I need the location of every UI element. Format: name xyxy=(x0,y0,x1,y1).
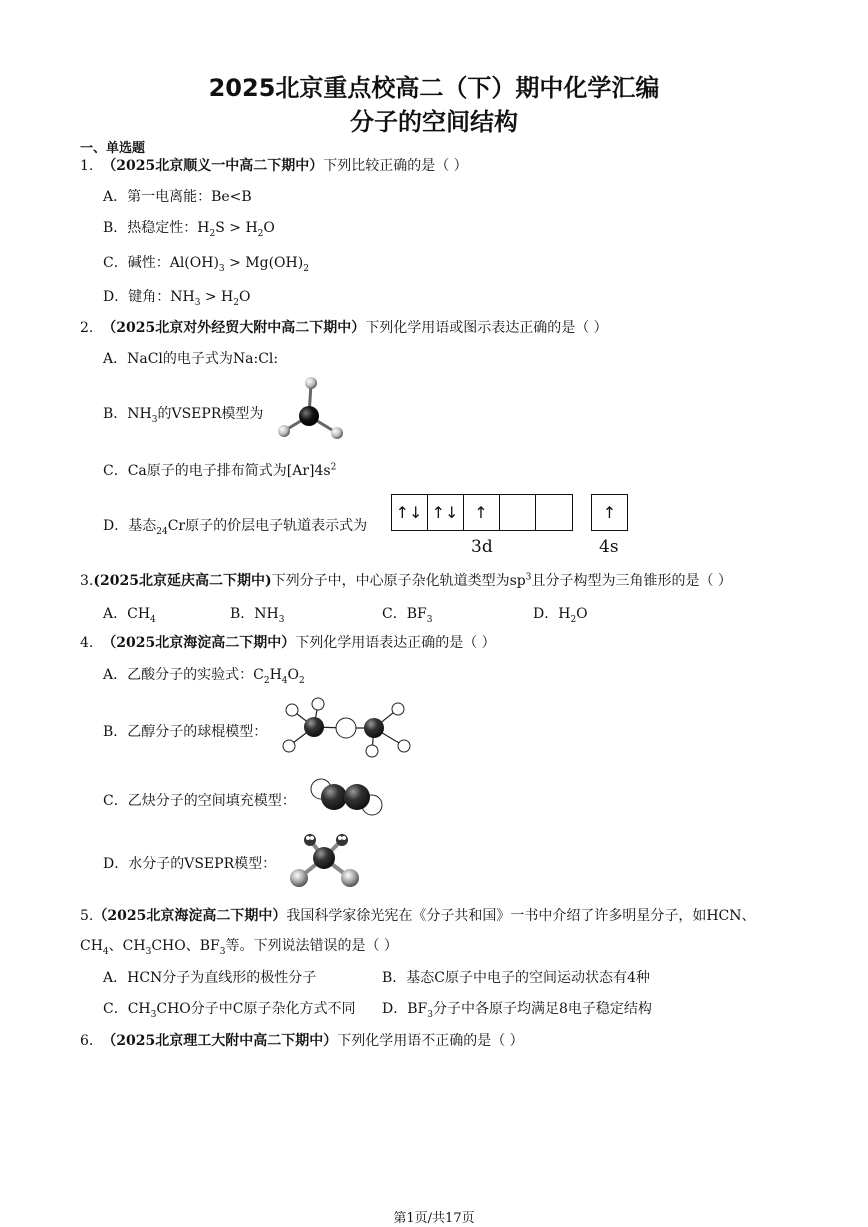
orbital-label-3d: 3d xyxy=(471,537,493,557)
question-5-line-2: $CH_4$、$CH_3CHO$、$BF_3$等。下列说法错误的是（ ） xyxy=(80,938,398,957)
orbital-3d-1: ↑↓ xyxy=(391,494,428,531)
orbital-3d-5 xyxy=(535,494,572,531)
doc-title: 2025北京重点校高二（下）期中化学汇编 xyxy=(208,74,660,102)
orbital-3d-4 xyxy=(499,494,536,531)
q2-option-d: D．基态$_{24}$Cr原子的价层电子轨道表示式为 xyxy=(103,518,368,537)
q4-option-c: C．乙炔分子的空间填充模型： xyxy=(103,793,296,809)
q1-option-b: B．热稳定性：$H_2S > H_2O$ xyxy=(103,220,275,239)
q-stem: 下列比较正确的是（ ） xyxy=(323,158,468,174)
section-heading: 一、单选题 xyxy=(80,141,146,156)
orbital-3d-2: ↑↓ xyxy=(427,494,464,531)
q2-option-c: C．Ca原子的电子排布简式为$[Ar]4s^2$ xyxy=(103,462,337,479)
q5-option-b: B．基态C原子中电子的空间运动状态有4种 xyxy=(382,970,650,986)
q3-option-c: C．$BF_3$ xyxy=(382,606,433,625)
orbital-3d-3: ↑ xyxy=(463,494,500,531)
q2-option-b: B．$NH_3$的VSEPR模型为 xyxy=(103,406,264,425)
q5-option-a: A．HCN分子为直线形的极性分子 xyxy=(103,970,317,986)
acetylene-space-filling-model-image xyxy=(306,774,388,822)
question-6: 6. （2025北京理工大附中高二下期中）下列化学用语不正确的是（ ） xyxy=(80,1033,524,1049)
q1-option-a: A．第一电离能：Be<B xyxy=(103,189,252,205)
question-4: 4. （2025北京海淀高二下期中）下列化学用语表达正确的是（ ） xyxy=(80,635,496,651)
question-3: 3.(2025北京延庆高二下期中)下列分子中，中心原子杂化轨道类型为$sp^3$且分子构型为三角锥形的是（ ） xyxy=(80,572,732,589)
q5-option-c: C．$CH_3CHO$分子中C原子杂化方式不同 xyxy=(103,1001,356,1020)
q5-option-d: D．$BF_3$分子中各原子均满足8电子稳定结构 xyxy=(382,1001,652,1020)
question-5: 5.（2025北京海淀高二下期中）我国科学家徐光宪在《分子共和国》一书中介绍了许多明星分子，如HCN、 xyxy=(80,908,756,924)
q-source: （2025北京顺义一中高二下期中） xyxy=(102,158,324,174)
q2-option-a: A．NaCl的电子式为Na:Cl: xyxy=(103,351,279,367)
q3-option-d: D．$H_2O$ xyxy=(533,606,588,625)
q4-option-d: D．水分子的VSEPR模型： xyxy=(103,856,277,872)
q-number: 1. xyxy=(80,158,94,174)
doc-subtitle: 分子的空间结构 xyxy=(350,108,518,136)
orbital-label-4s: 4s xyxy=(599,537,619,557)
q3-option-a: A．$CH_4$ xyxy=(103,606,156,625)
nh3-vsepr-model-image xyxy=(270,372,350,444)
orbital-4s: ↑ xyxy=(591,494,628,531)
q4-option-b: B．乙醇分子的球棍模型： xyxy=(103,724,268,740)
q3-option-b: B．$NH_3$ xyxy=(230,606,285,625)
q1-option-c: C．碱性：$Al(OH)_3 > Mg(OH)_2$ xyxy=(103,255,309,274)
q4-option-a: A．乙酸分子的实验式：$C_2H_4O_2$ xyxy=(103,667,305,686)
question-1 xyxy=(80,155,468,175)
question-2: 2. （2025北京对外经贸大附中高二下期中）下列化学用语或图示表达正确的是（ ） xyxy=(80,320,608,336)
page-footer: 第1页/共17页 xyxy=(393,1211,475,1226)
ethanol-ball-stick-model-image xyxy=(278,696,414,758)
q1-option-d: D．键角：$NH_3 > H_2O$ xyxy=(103,289,251,308)
water-vsepr-model-image xyxy=(284,828,366,894)
